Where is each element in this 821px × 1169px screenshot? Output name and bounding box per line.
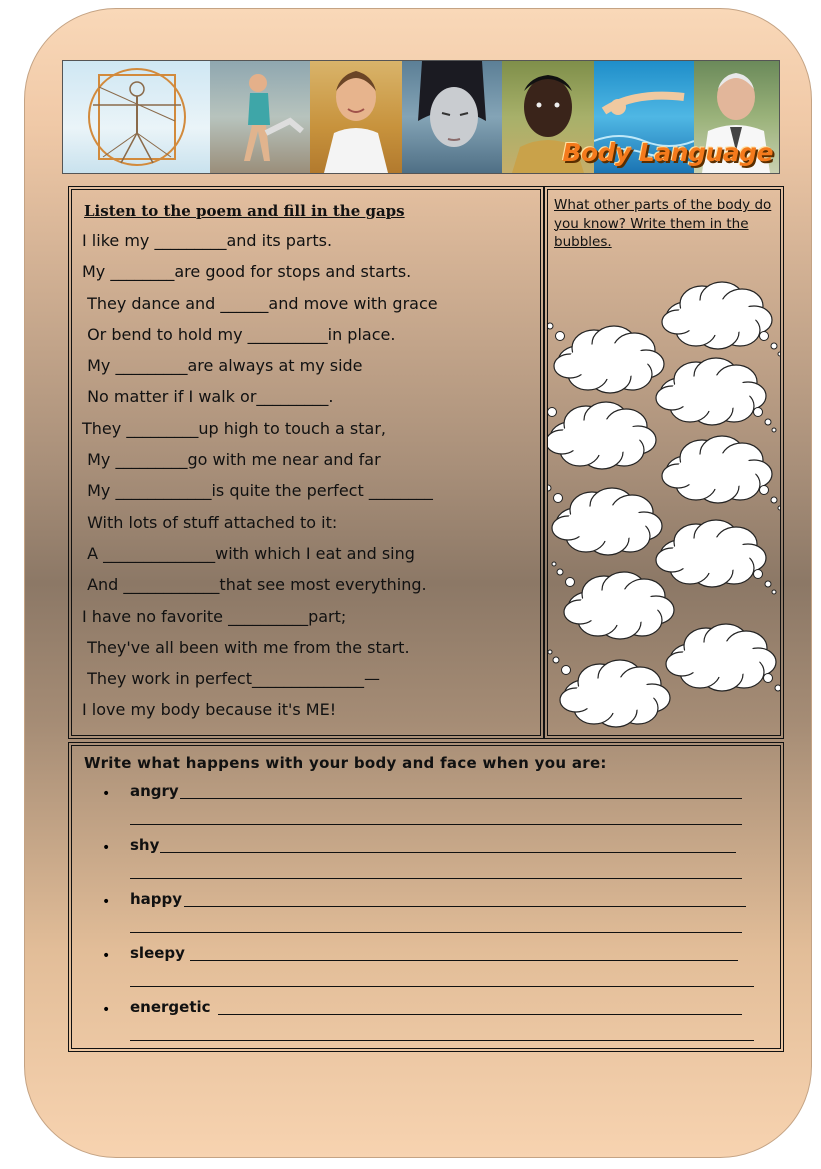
answer-line[interactable] bbox=[160, 852, 736, 853]
thought-bubble[interactable] bbox=[548, 478, 662, 555]
poem-line[interactable]: I like my _________and its parts. bbox=[82, 231, 333, 250]
poem-line[interactable]: I love my body because it's ME! bbox=[82, 700, 337, 720]
bubbles-instructions: What other parts of the body do you know? Write them in the bubbles. bbox=[554, 197, 772, 250]
poem-box bbox=[68, 186, 544, 739]
emotion-word: angry bbox=[130, 782, 179, 800]
banner bbox=[62, 60, 780, 174]
thought-bubble[interactable] bbox=[548, 316, 664, 393]
writing-box bbox=[68, 742, 784, 1052]
thought-bubble[interactable] bbox=[662, 436, 780, 510]
poem-line[interactable]: A ______________with which I eat and sing bbox=[82, 543, 415, 563]
answer-line[interactable] bbox=[180, 798, 742, 799]
vitruvian-man-photo bbox=[63, 61, 210, 173]
poem-line[interactable]: I have no favorite __________part; bbox=[82, 606, 347, 626]
writing-instructions: Write what happens with your body and face when you are: bbox=[84, 754, 607, 772]
poem-line[interactable]: My _________are always at my side bbox=[82, 356, 363, 376]
poem-lines bbox=[82, 228, 438, 729]
poem-line[interactable]: They dance and ______and move with grace bbox=[82, 293, 438, 313]
woman-looking-down-photo bbox=[402, 61, 502, 173]
emotion-word: sleepy bbox=[130, 944, 185, 962]
poem-line[interactable]: My ________are good for stops and starts. bbox=[82, 262, 412, 282]
poem-line[interactable]: They _________up high to touch a star, bbox=[82, 418, 387, 438]
poem-line[interactable]: My _________go with me near and far bbox=[82, 450, 381, 470]
poem-line[interactable]: And ____________that see most everything. bbox=[82, 575, 427, 595]
thought-bubble[interactable] bbox=[656, 358, 776, 432]
bullet-icon: • bbox=[102, 840, 111, 856]
thought-bubble[interactable] bbox=[552, 562, 674, 639]
thought-bubble[interactable] bbox=[662, 282, 780, 356]
thought-bubble[interactable] bbox=[666, 624, 780, 698]
bullet-icon: • bbox=[102, 1002, 111, 1018]
girl-running-photo bbox=[210, 61, 310, 173]
bullet-icon: • bbox=[102, 894, 111, 910]
emotion-word: energetic bbox=[130, 998, 211, 1016]
thought-bubbles bbox=[548, 270, 780, 735]
poem-line[interactable]: They work in perfect______________— bbox=[82, 669, 380, 689]
thought-bubble[interactable] bbox=[548, 392, 656, 469]
smiling-woman-photo bbox=[310, 61, 402, 173]
answer-line[interactable] bbox=[184, 906, 746, 907]
thought-bubble[interactable] bbox=[548, 650, 670, 727]
thought-bubble[interactable] bbox=[656, 520, 776, 594]
answer-line[interactable] bbox=[190, 960, 738, 961]
poem-instructions: Listen to the poem and fill in the gaps bbox=[84, 202, 405, 220]
emotion-word: shy bbox=[130, 836, 160, 854]
poem-line[interactable]: No matter if I walk or_________. bbox=[82, 387, 334, 407]
emotion-word: happy bbox=[130, 890, 183, 908]
answer-line[interactable] bbox=[130, 932, 742, 933]
poem-line[interactable]: Or bend to hold my __________in place. bbox=[82, 324, 396, 344]
poem-line[interactable]: My ____________is quite the perfect ________ bbox=[82, 481, 433, 501]
bullet-icon: • bbox=[102, 786, 111, 802]
answer-line[interactable] bbox=[130, 824, 742, 825]
banner-title: Body Language bbox=[562, 138, 773, 167]
answer-line[interactable] bbox=[218, 1014, 742, 1015]
poem-line[interactable]: They've all been with me from the start. bbox=[82, 637, 410, 657]
poem-line[interactable]: With lots of stuff attached to it: bbox=[82, 512, 338, 532]
answer-line[interactable] bbox=[130, 986, 754, 987]
answer-line[interactable] bbox=[130, 1040, 754, 1041]
answer-line[interactable] bbox=[130, 878, 742, 879]
bullet-icon: • bbox=[102, 948, 111, 964]
